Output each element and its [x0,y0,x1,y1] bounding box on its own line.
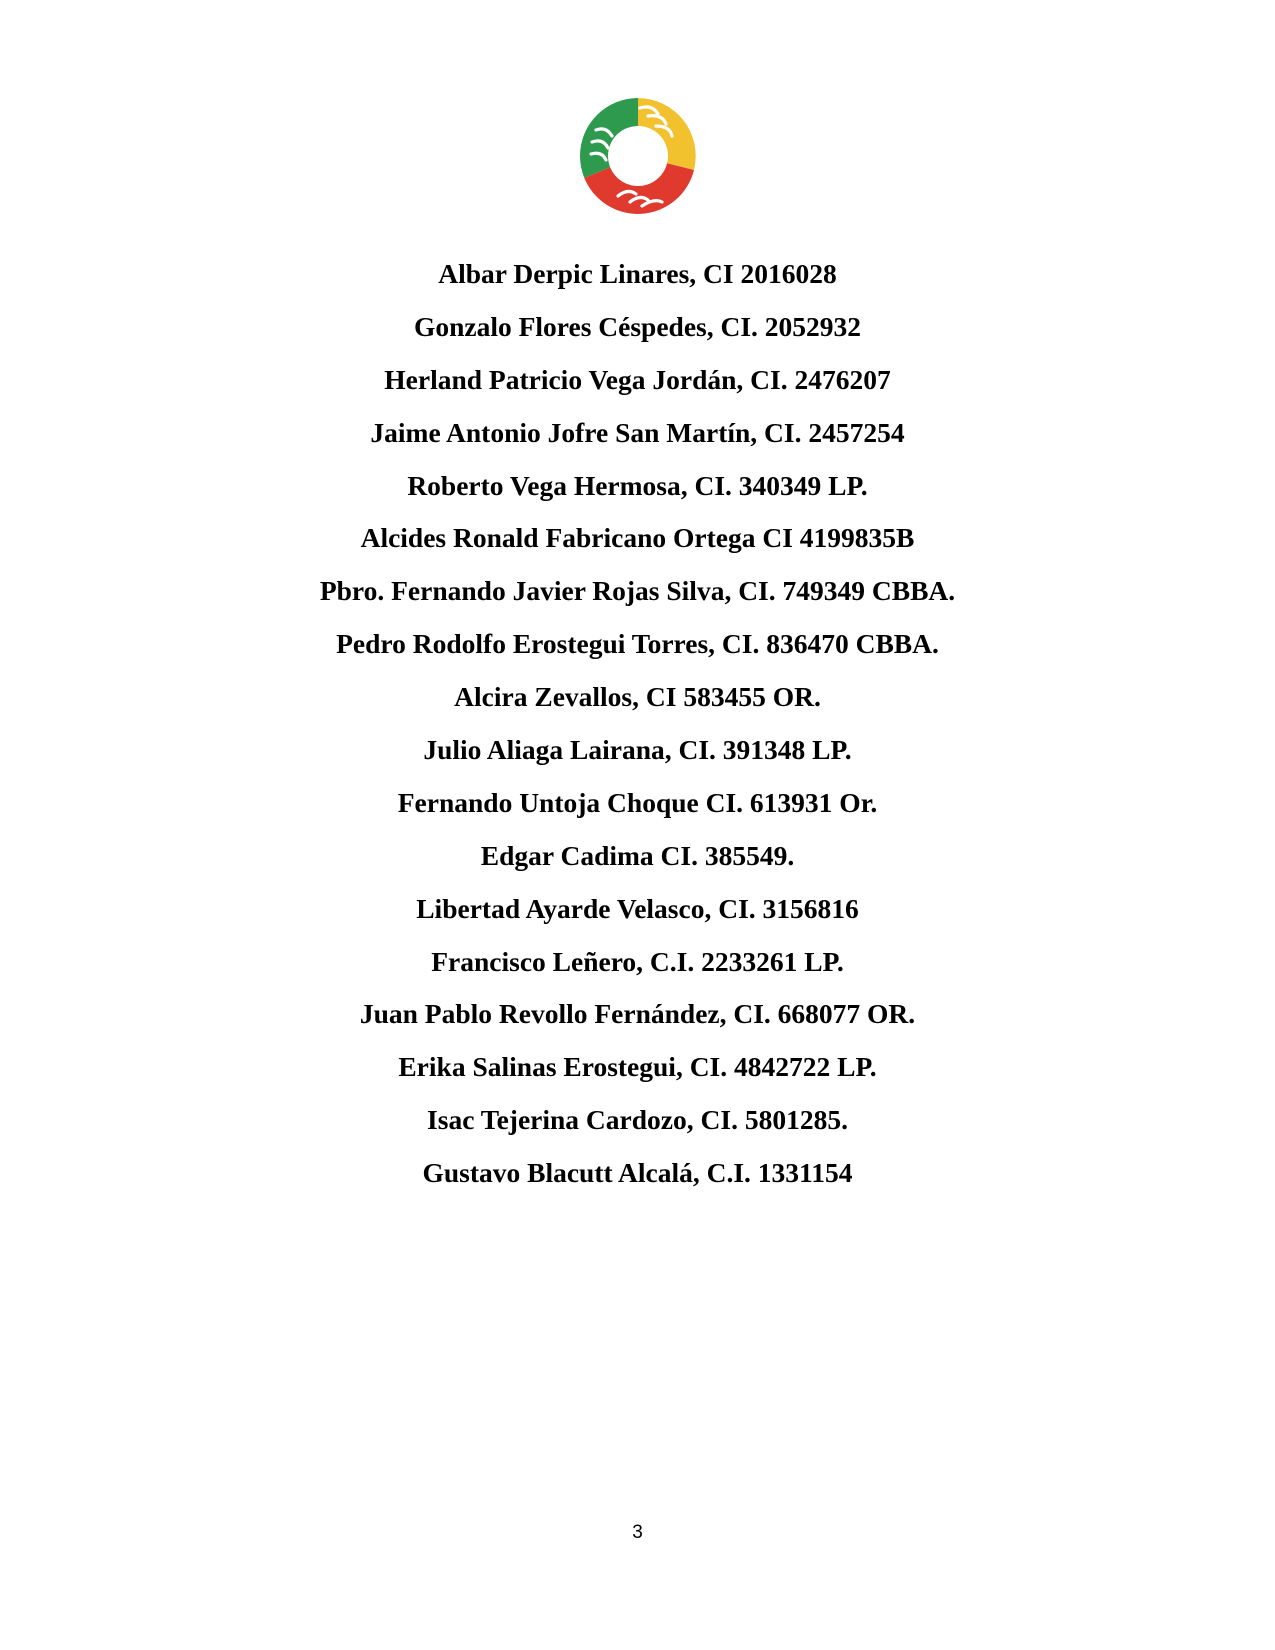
list-item: Alcira Zevallos, CI 583455 OR. [454,681,821,713]
list-item: Alcides Ronald Fabricano Ortega CI 4199835B [360,522,915,554]
list-item: Jaime Antonio Jofre San Martín, CI. 2457254 [370,416,905,448]
page-number: 3 [632,1522,643,1543]
list-item: Libertad Ayarde Velasco, CI. 3156816 [416,892,859,924]
list-item: Francisco Leñero, C.I. 2233261 LP. [431,945,844,977]
list-item: Erika Salinas Erostegui, CI. 4842722 LP. [398,1051,877,1083]
list-item: Albar Derpic Linares, CI 2016028 [438,258,837,289]
list-item: Pedro Rodolfo Erostegui Torres, CI. 836470 CBBA. [336,628,939,660]
list-item: Edgar Cadima CI. 385549. [480,839,795,871]
list-item: Julio Aliaga Lairana, CI. 391348 LP. [423,734,852,766]
list-item: Isac Tejerina Cardozo, CI. 5801285. [427,1104,848,1136]
list-item: Roberto Vega Hermosa, CI. 340349 LP. [407,469,868,501]
list-item: Gonzalo Flores Céspedes, CI. 2052932 [413,310,862,342]
list-item: Fernando Untoja Choque CI. 613931 Or. [397,786,878,818]
hands-circle-logo-icon [578,96,698,216]
signatory-list [0,248,1275,1200]
list-item: Herland Patricio Vega Jordán, CI. 2476207 [384,363,891,395]
list-item: Gustavo Blacutt Alcalá, C.I. 1331154 [422,1157,853,1189]
list-item: Juan Pablo Revollo Fernández, CI. 668077 OR. [359,998,916,1030]
list-item: Pbro. Fernando Javier Rojas Silva, CI. 749349 CBBA. [319,575,956,607]
